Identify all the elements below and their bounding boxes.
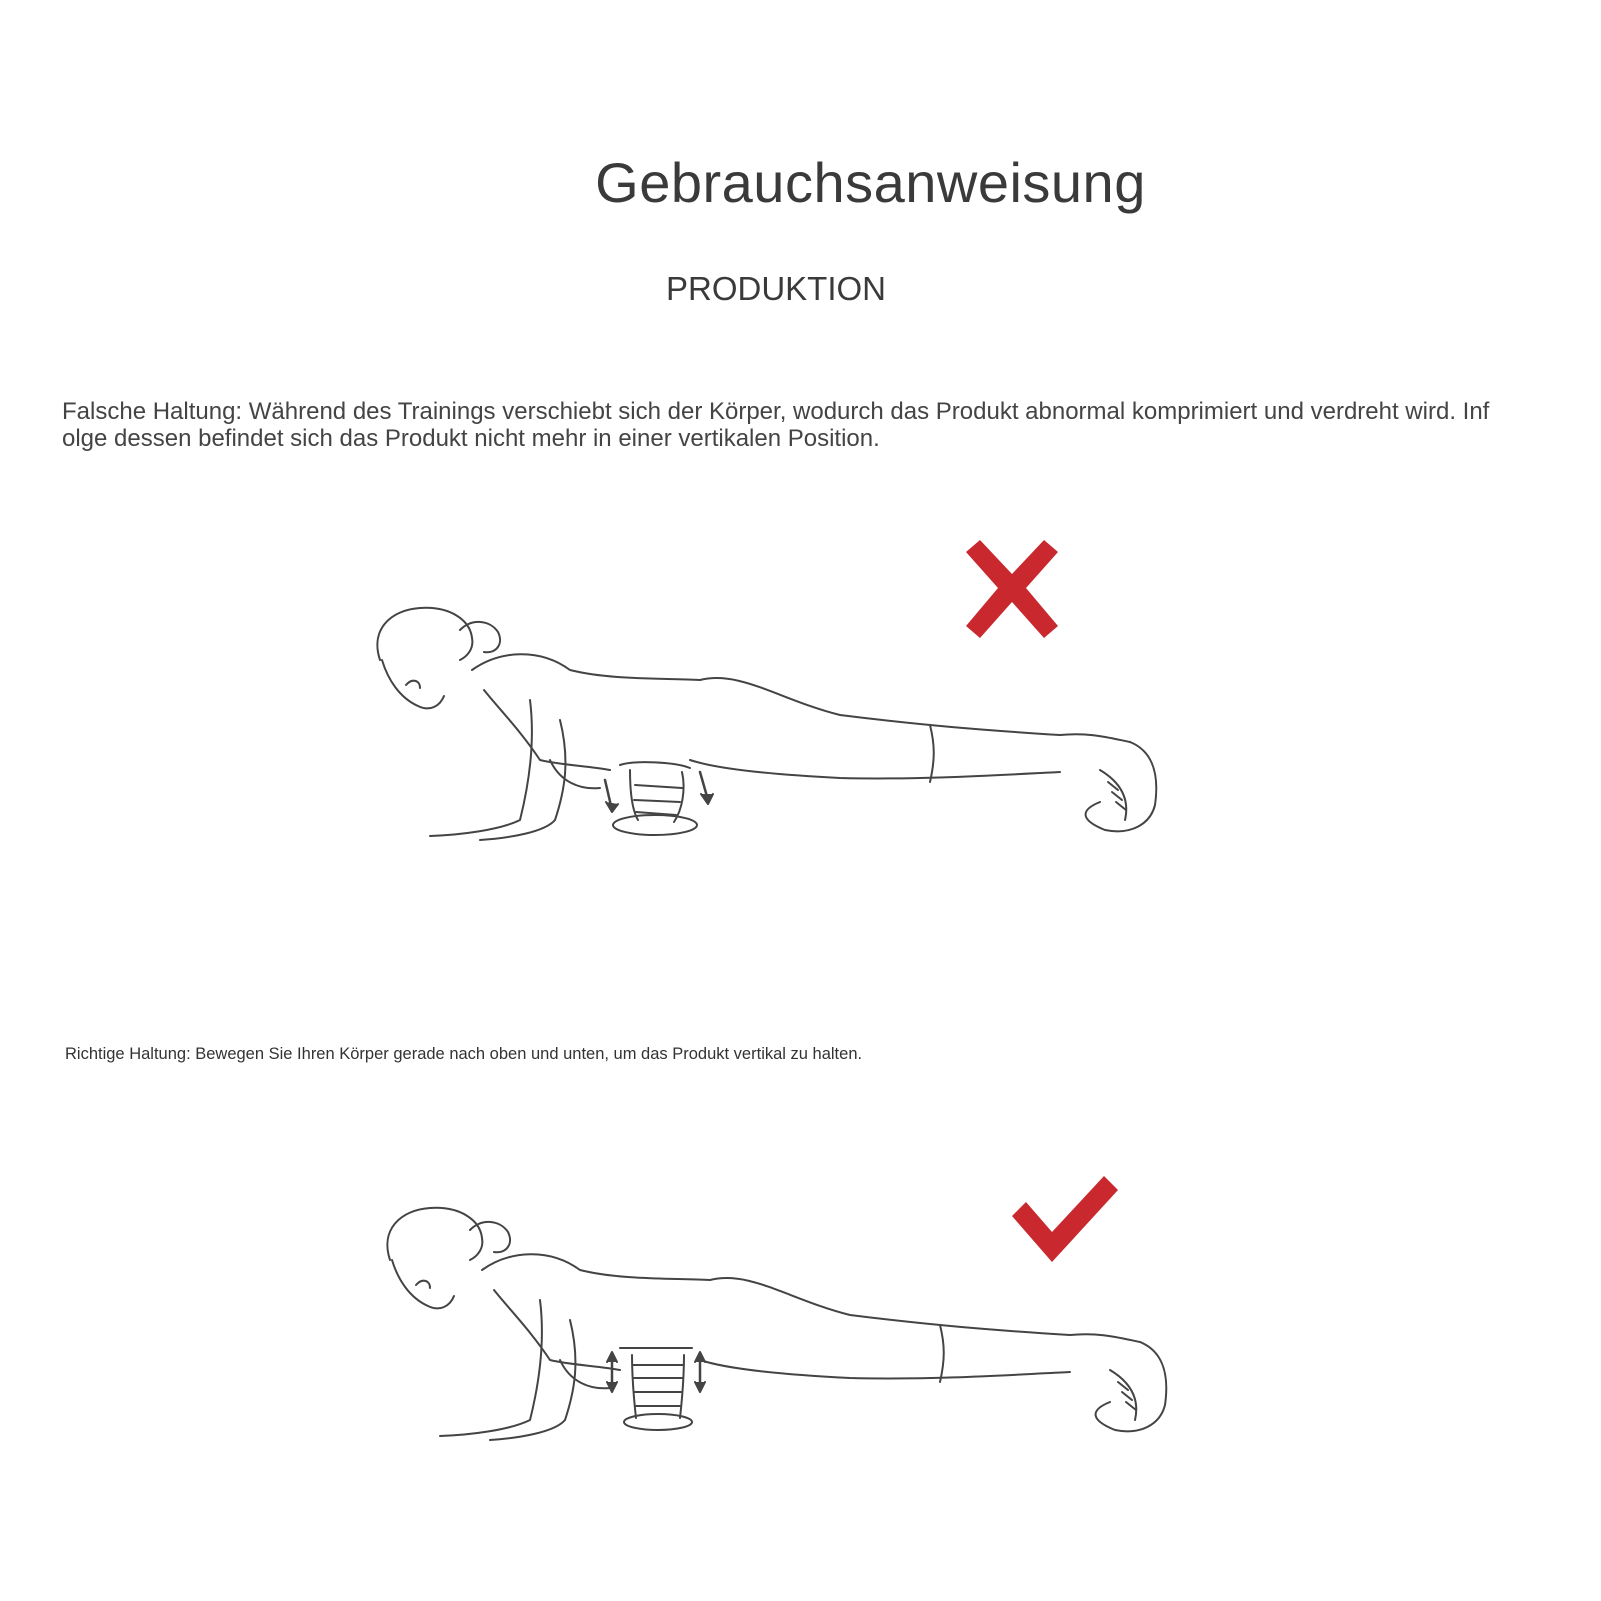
wrong-posture-text: Falsche Haltung: Während des Trainings verschiebt sich der Körper, wodurch das Produkt abnormal komprimiert und verdreht wird. Infolge dessen befindet sich das Produkt nicht mehr in einer vertikalen Position. [62,398,1490,452]
correct-posture-text: Richtige Haltung: Bewegen Sie Ihren Körper gerade nach oben und unten, um das Produkt vertikal zu halten. [65,1045,863,1063]
page-title: Gebrauchsanweisung [595,151,1146,214]
correct-posture-illustration [370,1160,1190,1480]
wrong-posture-illustration [360,520,1190,880]
page-subtitle: PRODUKTION [666,270,887,307]
